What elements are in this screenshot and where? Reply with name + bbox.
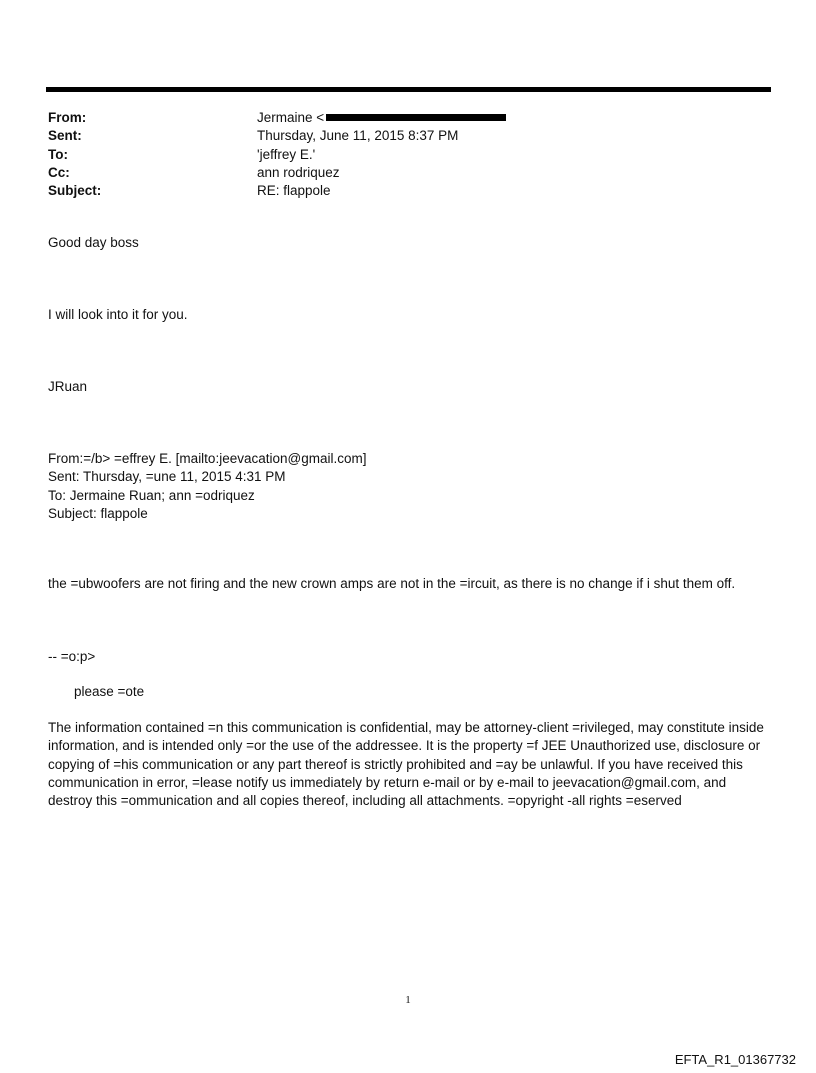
bates-number: EFTA_R1_01367732 bbox=[674, 1052, 796, 1067]
header-from-row bbox=[48, 109, 748, 127]
sent-value: Thursday, June 11, 2015 8:37 PM bbox=[257, 128, 459, 144]
cc-value: ann rodriquez bbox=[257, 164, 340, 180]
to-label: To: bbox=[48, 146, 68, 162]
header-subject-row bbox=[48, 182, 748, 200]
header-to-row bbox=[48, 146, 748, 164]
confidentiality-notice: The information contained =n this communication is confidential, may be attorney-client =rivileged, may constitute inside information, and is intended only =or the use of the addressee. It is the property =f JEE Unauthorized use, disclosure or copying of =his communication or any part thereof is strictly prohibited and =ay be unlawful. If you have received this communication in error, =lease notify us immediately by return e-mail or by e-mail to jeevacation@gmail.com, and destroy this =ommunication and all copies thereof, including all attachments. =opyright -all rights =eserved bbox=[48, 720, 764, 809]
header-cc-row bbox=[48, 164, 748, 182]
quoted-sent: Sent: Thursday, =une 11, 2015 4:31 PM bbox=[48, 469, 286, 485]
sent-label: Sent: bbox=[48, 128, 82, 144]
quoted-to: To: Jermaine Ruan; ann =odriquez bbox=[48, 487, 255, 503]
email-header bbox=[48, 109, 748, 200]
subject-label: Subject: bbox=[48, 183, 102, 199]
signature-separator: -- =o:p> bbox=[48, 649, 96, 664]
body-line: I will look into it for you. bbox=[48, 307, 188, 322]
from-name: Jermaine < bbox=[257, 110, 325, 125]
quoted-from: From:=/b> =effrey E. [mailto:jeevacation@gmail.com] bbox=[48, 451, 367, 466]
please-note: please =ote bbox=[74, 684, 145, 699]
quoted-message: the =ubwoofers are not firing and the new crown amps are not in the =ircuit, as there is no change if i shut them off. bbox=[48, 576, 736, 591]
redaction-bar bbox=[326, 114, 506, 121]
cc-label: Cc: bbox=[48, 164, 70, 180]
header-sent-row bbox=[48, 127, 748, 145]
page-number: 1 bbox=[405, 994, 411, 1006]
header-divider bbox=[46, 87, 771, 92]
subject-value: RE: flappole bbox=[257, 183, 331, 199]
quoted-header bbox=[48, 450, 366, 523]
to-value: 'jeffrey E.' bbox=[257, 146, 316, 162]
from-label: From: bbox=[48, 110, 87, 125]
greeting-text: Good day boss bbox=[48, 235, 139, 250]
signature-text: JRuan bbox=[48, 379, 88, 394]
from-value bbox=[257, 109, 506, 127]
quoted-subject: Subject: flappole bbox=[48, 505, 148, 521]
